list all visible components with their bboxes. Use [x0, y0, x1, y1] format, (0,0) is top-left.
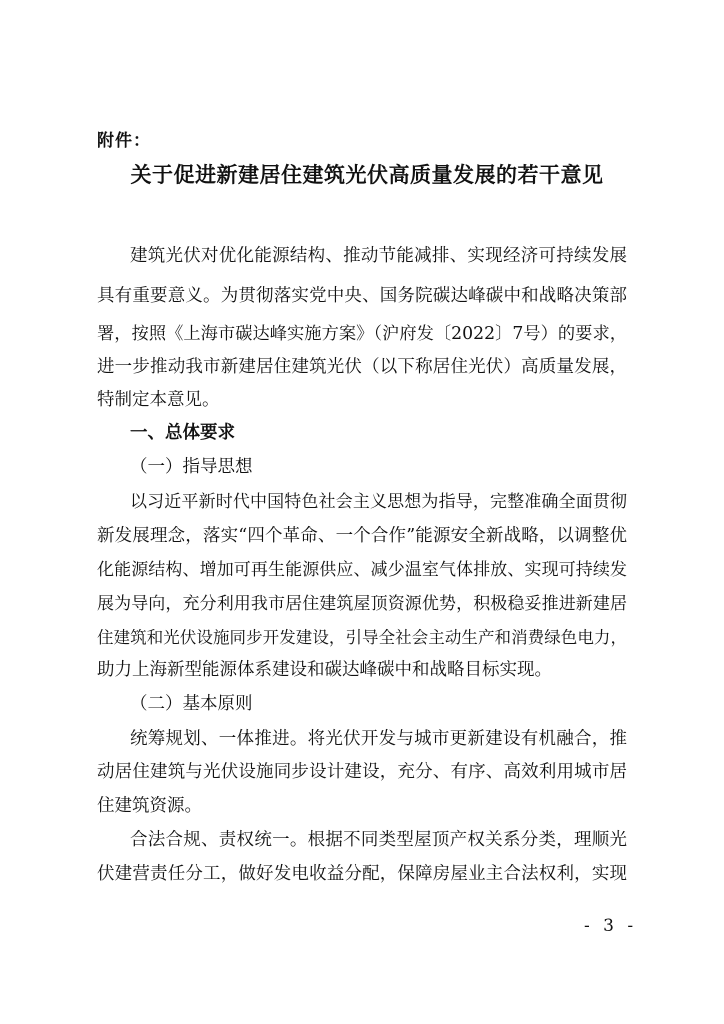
paragraph-line: 化能源结构、增加可再生能源供应、减少温室气体排放、实现可持续发 — [97, 560, 627, 580]
paragraph-line: 住建筑和光伏设施同步开发建设，引导全社会主动生产和消费绿色电力， — [97, 628, 627, 647]
section-heading: 一、总体要求 — [130, 423, 235, 443]
paragraph-line: 特制定本意见。 — [97, 390, 220, 410]
paragraph-line: 住建筑资源。 — [97, 796, 202, 816]
paragraph-line: 署，按照《上海市碳达峰实施方案》（沪府发〔2022〕7号）的要求， — [97, 324, 627, 344]
subsection-heading: （一）指导思想 — [130, 457, 253, 477]
paragraph-line: 具有重要意义。为贯彻落实党中央、国务院碳达峰碳中和战略决策部 — [97, 286, 627, 306]
paragraph-line: 助力上海新型能源体系建设和碳达峰碳中和战略目标实现。 — [97, 660, 552, 680]
paragraph-line: 进一步推动我市新建居住建筑光伏（以下称居住光伏）高质量发展， — [97, 357, 627, 377]
paragraph-line: 动居住建筑与光伏设施同步设计建设，充分、有序、高效利用城市居 — [97, 762, 627, 782]
document-title: 关于促进新建居住建筑光伏高质量发展的若干意见 — [130, 162, 604, 187]
paragraph-line: 伏建营责任分工，做好发电收益分配，保障房屋业主合法权利，实现 — [97, 864, 627, 884]
subsection-heading: （二）基本原则 — [130, 694, 253, 714]
paragraph-line: 以习近平新时代中国特色社会主义思想为指导，完整准确全面贯彻 — [130, 492, 627, 512]
paragraph-line: 新发展理念，落实“四个革命、一个合作”能源安全新战略，以调整优 — [97, 526, 627, 546]
paragraph-line: 展为导向，充分利用我市居住建筑屋顶资源优势，积极稳妥推进新建居 — [97, 594, 627, 614]
paragraph-line: 统筹规划、一体推进。将光伏开发与城市更新建设有机融合，推 — [130, 729, 627, 749]
page-number: - 3 - — [584, 916, 638, 936]
paragraph-line: 建筑光伏对优化能源结构、推动节能减排、实现经济可持续发展 — [130, 246, 627, 266]
paragraph-line: 合法合规、责权统一。根据不同类型屋顶产权关系分类，理顺光 — [130, 830, 627, 850]
attachment-label: 附件： — [97, 131, 151, 151]
